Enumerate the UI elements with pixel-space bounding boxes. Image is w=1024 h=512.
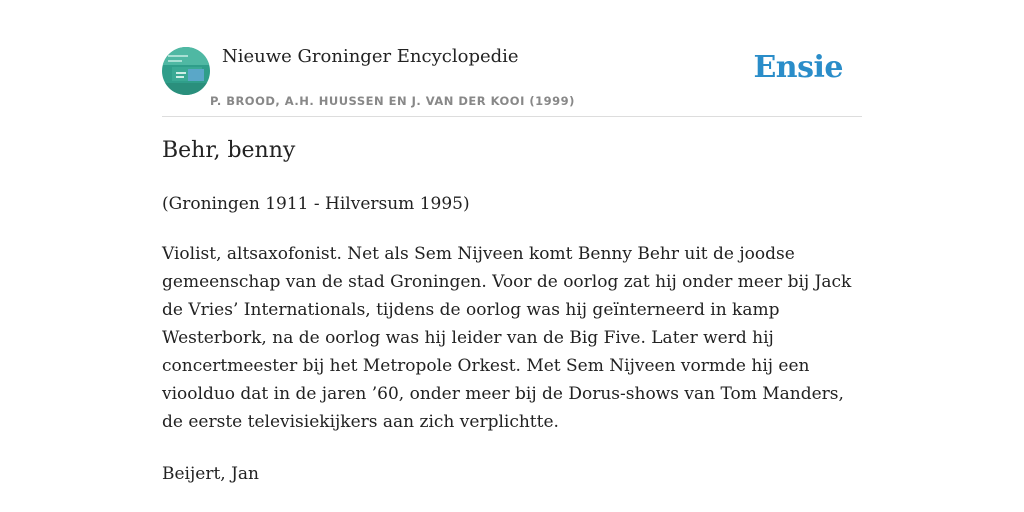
entry-dates: (Groningen 1911 - Hilversum 1995) bbox=[162, 194, 470, 214]
book-cover-image[interactable] bbox=[162, 47, 210, 95]
entry-body: Violist, altsaxofonist. Net als Sem Nijveen komt Benny Behr uit de joodse gemeenschap van de stad Groningen. Voor de oorlog zat hij onder meer bij Jack de Vries’ Internationals, tijdens de oorlog was hij geïnterneerd in kamp Westerbork, na de oorlog was hij leider van de Big Five. Later werd hij concertmeester bij het Metropole Orkest. Met Sem Nijveen vormde hij een vioolduo dat in de jaren ’60, onder meer bij de Dorus-shows van Tom Manders, de eerste televisiekijkers aan zich verplichtte. bbox=[162, 244, 852, 432]
book-cover-graphic bbox=[162, 47, 210, 95]
header bbox=[162, 0, 862, 117]
book-title[interactable]: Nieuwe Groninger Encyclopedie bbox=[222, 46, 519, 67]
next-entry-link[interactable]: Beijert, Jan bbox=[162, 464, 259, 484]
entry-title: Behr, benny bbox=[162, 138, 296, 163]
book-authors: P. BROOD, A.H. HUUSSEN EN J. VAN DER KOOI (1999) bbox=[210, 94, 575, 108]
ensie-logo-link[interactable]: Ensie bbox=[753, 50, 843, 85]
